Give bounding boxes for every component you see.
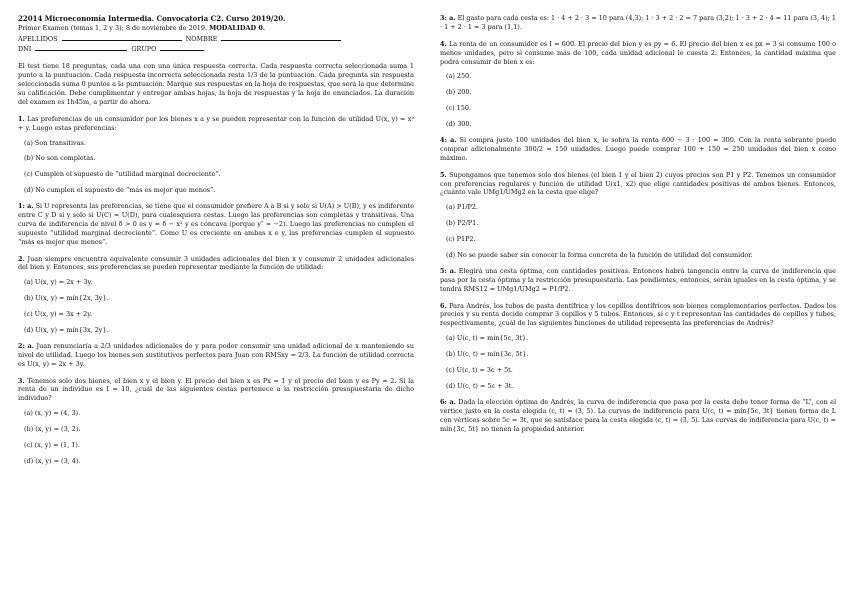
option: (c) 150. bbox=[446, 104, 472, 113]
answer-1: 1: a. Si U representa las preferencias, se tiene que el consumidor prefiere A a B si y solo si U(A) > U(B), y es indiferente entre C y D si y solo si U(C) = U(D), para cualesquiera cestas. Luego las preferencias son completas y transitivas. Una curva de indiferencia de nivel δ > 0 es y = δ − x² y es cóncava (porque y″ = −2). Luego las preferencias no cumplen el supuesto “utilidad marginal decreciente”. Como U es creciente en ambas x e y, las preferencias cumplen el supuesto “más es mejor que menos”. bbox=[18, 202, 415, 246]
option: (c) (x, y) = (1, 1). bbox=[24, 441, 80, 450]
answer-6: 6: a. Dada la elección óptima de Andrés, la curva de indiferencia que pasa por la cesta debe tener forma de “L”, con el vértice justo en la cesta elegida (c, t) = (3, 5). La curvas de indiferencia para U(c, t) = mín{5c, 3t} tienen forma de L con vértices sobre 5c = 3t, que se satisface para la cesta elegida (c, t) = (3, 5). Las curvas de indiferencia para U(c, t) = mín{3c, 5t} no tienen la propiedad anterior. bbox=[440, 397, 837, 433]
instructions: El test tiene 18 preguntas, cada una con una única respuesta correcta. Cada respuesta correcta seleccionada suma 1 punto a la puntuación. Cada respuesta incorrecta seleccionada resta 1/3 de la puntuación. Cada pregunta sin respuesta seleccionada suma 0 puntos a la puntuación. Marque sus respuestas en la hoja de respuestas, que será la que determine su calificación. Debe cumplimentar y entregar ambas hojas, la hoja de respuestas y la hoja de enunciados. La duración del examen es 1h45m, a partir de ahora. bbox=[18, 62, 414, 106]
question-6-options bbox=[446, 334, 836, 391]
option: (a) 250. bbox=[446, 72, 472, 81]
label-dni: DNI bbox=[18, 45, 32, 54]
option: (a) Son transitivas. bbox=[24, 138, 86, 147]
option: (a) (x, y) = (4, 3). bbox=[24, 409, 81, 418]
option: (b) U(x, y) = mín{2x, 3y}. bbox=[24, 294, 109, 303]
option: (d) 300. bbox=[446, 120, 472, 129]
question-2-options bbox=[24, 278, 414, 335]
option: (a) U(c, t) = mín{5c, 3t}. bbox=[446, 334, 529, 343]
answer-4: 4: a. Si compra justo 100 unidades del bien x, le sobra la renta 600 − 3 · 100 = 300. Con la renta sobrante puede comprar adicionalmente 300/2 = 150 unidades. Luego puede comprar 100 + 150 = 250 unidades del bien x como máximo. bbox=[440, 136, 837, 162]
name-field[interactable] bbox=[221, 33, 341, 41]
id-fields bbox=[18, 43, 414, 54]
option: (b) 200. bbox=[446, 88, 472, 97]
option: (b) P2/P1. bbox=[446, 219, 479, 228]
exam-title: 22014 Microeconomía Intermedia. Convocatoria C2. Curso 2019/20. bbox=[18, 14, 286, 23]
option: (d) U(c, t) = 5c + 3t. bbox=[446, 381, 514, 390]
surnames-field[interactable] bbox=[62, 33, 182, 41]
modality: MODALIDAD 0. bbox=[209, 23, 266, 32]
question-6: 6. Para Andrés, los tubos de pasta dentífrica y los cepillos dentífricos son bienes complementarios perfectos. Dados los precios y su renta decide comprar 3 cepillos y 5 tubos. Entonces, si c y t representan las cantidades de cepillos y tubos, respectivamente, ¿cuál de las siguientes funciones de utilidad representa las preferencias de Andrés? bbox=[440, 301, 836, 328]
question-3: 3. Tenemos solo dos bienes, el bien x y el bien y. El precio del bien x es Px = 1 y el precio del bien y es Py = 2. Si la renta de un individuo es I = 10, ¿cuál de las siguientes cestas pertenece a la restricción presupuestaria de dicho individuo? bbox=[18, 376, 415, 403]
option: (d) (x, y) = (3, 4). bbox=[24, 456, 81, 465]
option: (c) U(x, y) = 3x + 2y. bbox=[24, 310, 93, 319]
option: (d) U(x, y) = mín{3x, 2y}. bbox=[24, 326, 109, 335]
left-column bbox=[18, 14, 414, 473]
group-field[interactable] bbox=[160, 43, 204, 51]
question-1: 1. Las preferencias de un consumidor por los bienes x a y se pueden representar con la función de utilidad U(x, y) = x² + y. Luego estas preferencias: bbox=[18, 114, 414, 132]
question-5: 5. Supongamos que tenemos solo dos bienes (el bien 1 y el bien 2) cuyos precios son P1 y P2. Tenemos un consumidor con preferencias regulares y función de utilidad U(x1, x2) que elige cantidades positivas de ambos bienes. Entonces, ¿cuánto vale UMg1/UMg2 en la cesta que elige? bbox=[440, 170, 836, 197]
option: (a) U(x, y) = 2x + 3y. bbox=[24, 278, 93, 287]
label-group: GRUPO bbox=[131, 45, 157, 54]
option: (b) No son completas. bbox=[24, 154, 96, 163]
label-name: NOMBRE bbox=[185, 34, 218, 43]
option: (b) (x, y) = (3, 2). bbox=[24, 425, 81, 434]
question-2: 2. Juan siempre encuentra equivalente consumir 3 unidades adicionales del bien x y consumir 2 unidades adicionales del bien y. Entonces, sus preferencias se pueden representar mediante la función de utilidad: bbox=[18, 254, 414, 272]
name-fields bbox=[18, 33, 414, 44]
question-5-options bbox=[446, 203, 836, 260]
answer-5: 5: a. Elegirá una cesta óptima, con cantidades positivas. Entonces habrá tangencia entre la curva de indiferencia que pasa por la cesta óptima y la restricción presupuestaria. Las pendientes, entonces, serán iguales en la cesta óptima, y se tendrá RMS12 = UMg1/UMg2 = P1/P2. bbox=[440, 266, 836, 293]
option: (c) U(c, t) = 3c + 5t. bbox=[446, 366, 513, 375]
option: (d) No cumplen el supuesto de “más es mejor que menos”. bbox=[24, 186, 216, 195]
option: (c) Cumplen el supuesto de “utilidad marginal decreciente”. bbox=[24, 170, 221, 179]
question-1-options bbox=[24, 139, 414, 196]
question-3-options bbox=[24, 409, 414, 466]
question-4: 4. La renta de un consumidor es I = 600. El precio del bien y es py = 6. El precio del bien x es px = 3 si consume 100 o menos unidades, pero si consume más de 100, cada unidad adicional le cuesta 2. Entonces, la cantidad máxima que podrá consumir de bien x es: bbox=[440, 39, 837, 66]
option: (d) No se puede saber sin conocer la forma concreta de la función de utilidad del consumidor. bbox=[446, 251, 753, 260]
label-surnames: APELLIDOS bbox=[18, 34, 58, 43]
option: (b) U(c, t) = mín{3c, 5t}. bbox=[446, 350, 529, 359]
option: (a) P1/P2. bbox=[446, 203, 478, 212]
answer-3: 3: a. El gasto para cada cesta es: 1 · 4 + 2 · 3 = 10 para (4,3); 1 · 3 + 2 · 2 = 7 para (3,2); 1 · 3 + 2 · 4 = 11 para (3, 4); 1 · 1 + 2 · 1 = 3 para (1,1). bbox=[440, 14, 836, 31]
question-4-options bbox=[446, 72, 836, 129]
answer-2: 2: a. Juan renunciaría a 2/3 unidades adicionales de y para poder consumir una unidad adicional de x manteniendo su nivel de utilidad. Luego los bienes son sustitutivos perfectos para Juan con RMSxy = 2/3. La función de utilidad correcta es U(x, y) = 2x + 3y. bbox=[18, 341, 415, 368]
dni-field[interactable] bbox=[35, 43, 127, 51]
exam-subtitle: Primer Examen (temas 1, 2 y 3); 8 de noviembre de 2019. MODALIDAD 0. bbox=[18, 23, 266, 32]
option: (c) P1P2. bbox=[446, 235, 476, 244]
right-column bbox=[440, 14, 836, 433]
